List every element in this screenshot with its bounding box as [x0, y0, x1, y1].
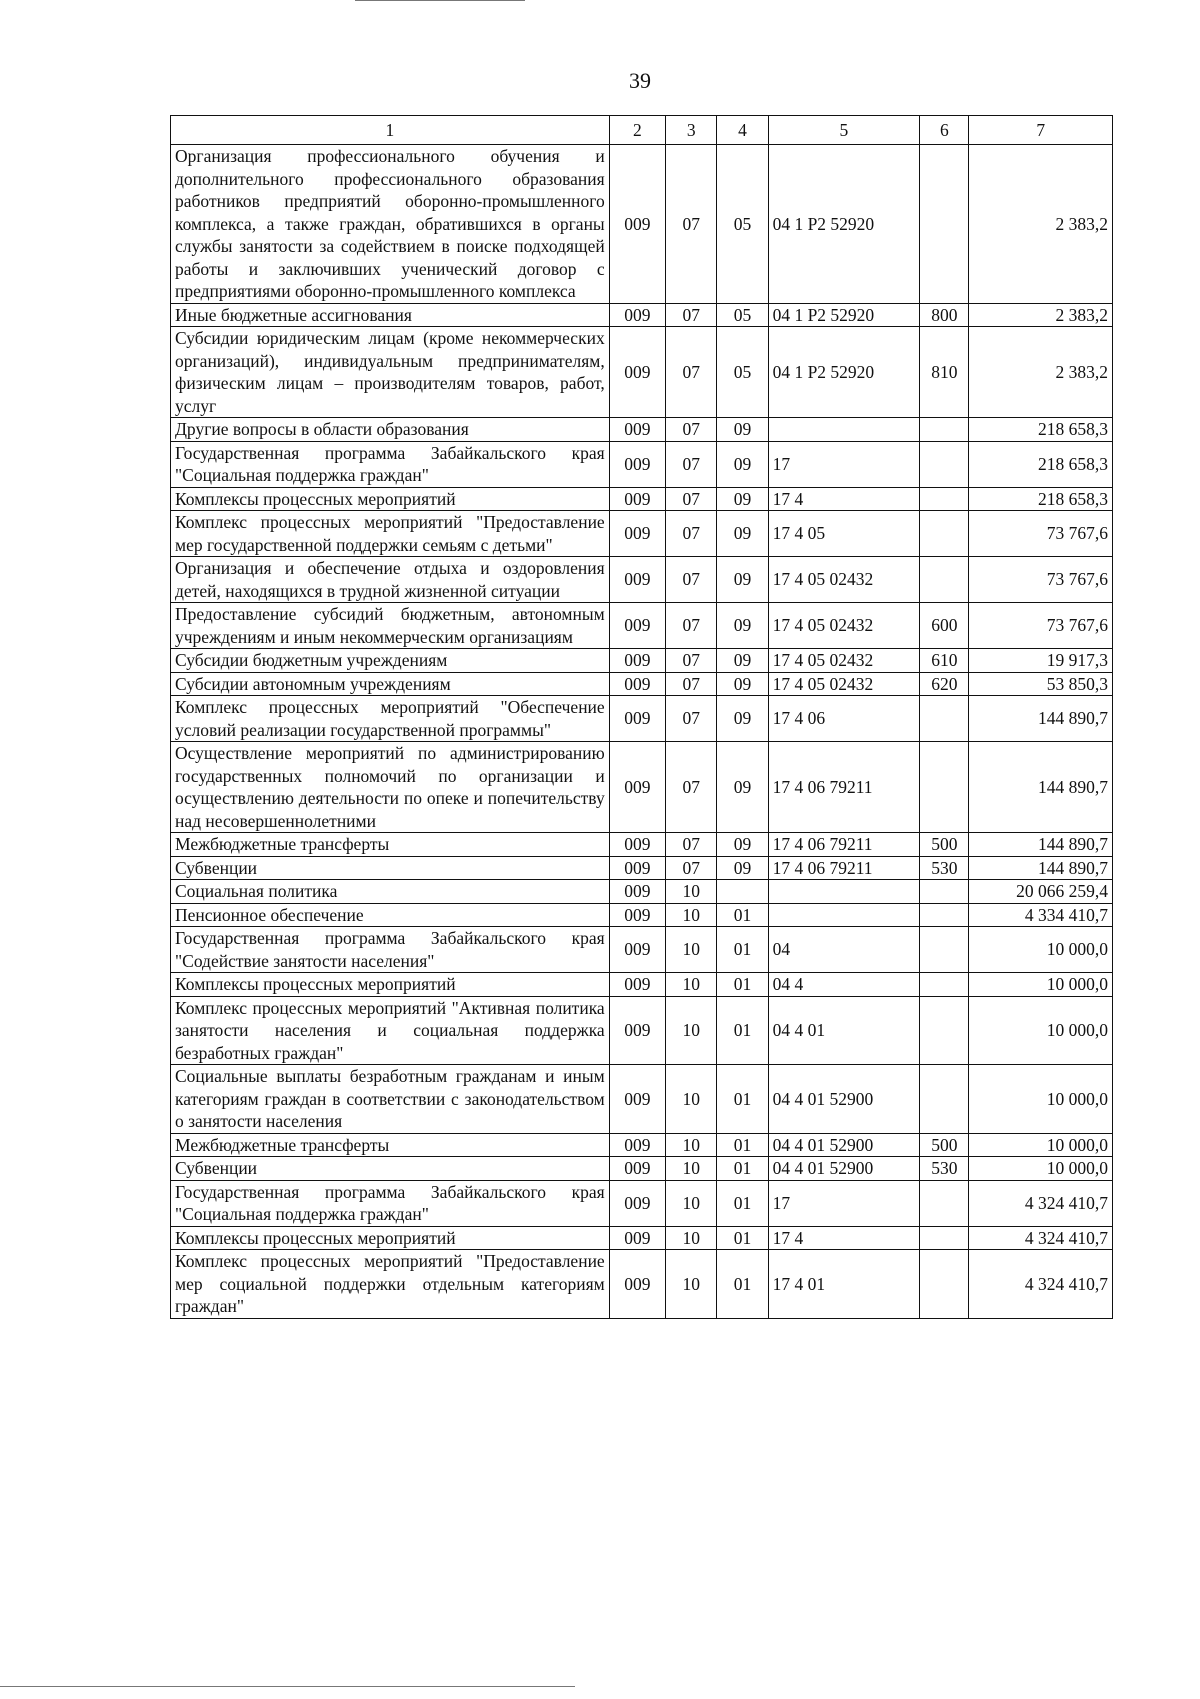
expense-type-code-cell: 810 [920, 327, 969, 418]
table-row [171, 1157, 1113, 1181]
target-article-code-cell: 17 4 06 [768, 696, 920, 742]
target-article-code-cell: 17 [768, 441, 920, 487]
row-name-cell: Государственная программа Забайкальского края "Социальная поддержка граждан" [171, 1180, 610, 1226]
table-row [171, 973, 1113, 997]
target-article-code-cell: 17 4 05 02432 [768, 672, 920, 696]
section-code-cell: 07 [666, 742, 717, 833]
amount-cell: 53 850,3 [969, 672, 1113, 696]
table-row [171, 649, 1113, 673]
row-name-cell: Комплекс процессных мероприятий "Предоставление мер государственной поддержки семьям с детьми" [171, 511, 610, 557]
subsection-code-cell: 09 [717, 856, 768, 880]
target-article-code-cell: 17 4 05 02432 [768, 603, 920, 649]
admin-code-cell: 009 [609, 672, 665, 696]
amount-cell: 73 767,6 [969, 557, 1113, 603]
table-row [171, 1226, 1113, 1250]
target-article-code-cell: 17 4 01 [768, 1250, 920, 1319]
target-article-code-cell: 04 4 01 52900 [768, 1065, 920, 1134]
table-row [171, 603, 1113, 649]
subsection-code-cell: 01 [717, 973, 768, 997]
admin-code-cell: 009 [609, 1157, 665, 1181]
subsection-code-cell: 09 [717, 487, 768, 511]
expense-type-code-cell [920, 441, 969, 487]
amount-cell: 218 658,3 [969, 441, 1113, 487]
row-name-cell: Организация и обеспечение отдыха и оздоровления детей, находящихся в трудной жизненной ситуации [171, 557, 610, 603]
target-article-code-cell [768, 880, 920, 904]
amount-cell: 4 324 410,7 [969, 1226, 1113, 1250]
section-code-cell: 10 [666, 1157, 717, 1181]
admin-code-cell: 009 [609, 880, 665, 904]
header-col-6: 6 [920, 116, 969, 145]
amount-cell: 10 000,0 [969, 1157, 1113, 1181]
table-row [171, 1133, 1113, 1157]
amount-cell: 144 890,7 [969, 742, 1113, 833]
admin-code-cell: 009 [609, 927, 665, 973]
expense-type-code-cell [920, 1250, 969, 1319]
subsection-code-cell: 01 [717, 927, 768, 973]
bottom-rule [0, 1686, 575, 1687]
admin-code-cell: 009 [609, 557, 665, 603]
amount-cell: 4 324 410,7 [969, 1250, 1113, 1319]
section-code-cell: 10 [666, 1133, 717, 1157]
admin-code-cell: 009 [609, 696, 665, 742]
row-name-cell: Другие вопросы в области образования [171, 418, 610, 442]
section-code-cell: 10 [666, 1065, 717, 1134]
header-col-7: 7 [969, 116, 1113, 145]
target-article-code-cell [768, 903, 920, 927]
admin-code-cell: 009 [609, 418, 665, 442]
expense-type-code-cell: 530 [920, 1157, 969, 1181]
amount-cell: 144 890,7 [969, 856, 1113, 880]
target-article-code-cell: 04 4 [768, 973, 920, 997]
target-article-code-cell: 04 4 01 52900 [768, 1157, 920, 1181]
section-code-cell: 10 [666, 903, 717, 927]
subsection-code-cell: 09 [717, 833, 768, 857]
expense-type-code-cell [920, 487, 969, 511]
table-row [171, 1065, 1113, 1134]
expense-type-code-cell [920, 511, 969, 557]
subsection-code-cell [717, 880, 768, 904]
header-col-5: 5 [768, 116, 920, 145]
subsection-code-cell: 01 [717, 1065, 768, 1134]
row-name-cell: Субвенции [171, 856, 610, 880]
amount-cell: 2 383,2 [969, 327, 1113, 418]
section-code-cell: 07 [666, 856, 717, 880]
row-name-cell: Субсидии бюджетным учреждениям [171, 649, 610, 673]
target-article-code-cell: 17 4 06 79211 [768, 742, 920, 833]
row-name-cell: Субвенции [171, 1157, 610, 1181]
admin-code-cell: 009 [609, 856, 665, 880]
row-name-cell: Межбюджетные трансферты [171, 833, 610, 857]
amount-cell: 2 383,2 [969, 303, 1113, 327]
table-row [171, 856, 1113, 880]
table-row [171, 880, 1113, 904]
admin-code-cell: 009 [609, 327, 665, 418]
amount-cell: 73 767,6 [969, 603, 1113, 649]
subsection-code-cell: 09 [717, 672, 768, 696]
target-article-code-cell: 04 1 P2 52920 [768, 145, 920, 304]
table-row [171, 487, 1113, 511]
row-name-cell: Комплекс процессных мероприятий "Предоставление мер социальной поддержки отдельным категориям граждан" [171, 1250, 610, 1319]
amount-cell: 4 334 410,7 [969, 903, 1113, 927]
section-code-cell: 10 [666, 1226, 717, 1250]
subsection-code-cell: 09 [717, 418, 768, 442]
expense-type-code-cell: 500 [920, 833, 969, 857]
table-row [171, 833, 1113, 857]
expense-type-code-cell [920, 996, 969, 1065]
row-name-cell: Комплекс процессных мероприятий "Обеспечение условий реализации государственной программы" [171, 696, 610, 742]
table-body [171, 145, 1113, 1319]
expense-type-code-cell [920, 1180, 969, 1226]
amount-cell: 218 658,3 [969, 418, 1113, 442]
target-article-code-cell: 17 4 06 79211 [768, 856, 920, 880]
subsection-code-cell: 05 [717, 145, 768, 304]
section-code-cell: 10 [666, 1180, 717, 1226]
amount-cell: 4 324 410,7 [969, 1180, 1113, 1226]
target-article-code-cell: 17 4 05 02432 [768, 557, 920, 603]
admin-code-cell: 009 [609, 903, 665, 927]
subsection-code-cell: 01 [717, 996, 768, 1065]
section-code-cell: 07 [666, 303, 717, 327]
expense-type-code-cell [920, 1226, 969, 1250]
section-code-cell: 07 [666, 418, 717, 442]
expense-type-code-cell: 620 [920, 672, 969, 696]
table-row [171, 1250, 1113, 1319]
target-article-code-cell: 17 4 [768, 1226, 920, 1250]
section-code-cell: 07 [666, 511, 717, 557]
admin-code-cell: 009 [609, 511, 665, 557]
admin-code-cell: 009 [609, 1133, 665, 1157]
subsection-code-cell: 09 [717, 557, 768, 603]
amount-cell: 20 066 259,4 [969, 880, 1113, 904]
top-rule [355, 0, 525, 1]
expense-type-code-cell: 530 [920, 856, 969, 880]
table-row [171, 742, 1113, 833]
section-code-cell: 10 [666, 880, 717, 904]
row-name-cell: Социальные выплаты безработным гражданам и иным категориям граждан в соответствии с законодательством о занятости населения [171, 1065, 610, 1134]
target-article-code-cell: 17 [768, 1180, 920, 1226]
expense-type-code-cell [920, 557, 969, 603]
admin-code-cell: 009 [609, 742, 665, 833]
amount-cell: 10 000,0 [969, 973, 1113, 997]
admin-code-cell: 009 [609, 441, 665, 487]
row-name-cell: Иные бюджетные ассигнования [171, 303, 610, 327]
admin-code-cell: 009 [609, 1180, 665, 1226]
section-code-cell: 10 [666, 927, 717, 973]
row-name-cell: Комплексы процессных мероприятий [171, 1226, 610, 1250]
table-row [171, 441, 1113, 487]
page-number: 39 [629, 68, 651, 93]
section-code-cell: 10 [666, 996, 717, 1065]
row-name-cell: Осуществление мероприятий по администрированию государственных полномочий по организации и осуществлению деятельности по опеке и попечительству над несовершеннолетними [171, 742, 610, 833]
budget-table [170, 115, 1113, 1319]
table-row [171, 696, 1113, 742]
amount-cell: 144 890,7 [969, 696, 1113, 742]
expense-type-code-cell [920, 927, 969, 973]
expense-type-code-cell [920, 696, 969, 742]
target-article-code-cell: 04 [768, 927, 920, 973]
target-article-code-cell: 17 4 05 02432 [768, 649, 920, 673]
target-article-code-cell: 04 1 P2 52920 [768, 303, 920, 327]
subsection-code-cell: 01 [717, 903, 768, 927]
admin-code-cell: 009 [609, 833, 665, 857]
admin-code-cell: 009 [609, 303, 665, 327]
expense-type-code-cell [920, 742, 969, 833]
subsection-code-cell: 09 [717, 603, 768, 649]
amount-cell: 10 000,0 [969, 1133, 1113, 1157]
amount-cell: 2 383,2 [969, 145, 1113, 304]
section-code-cell: 07 [666, 696, 717, 742]
row-name-cell: Комплексы процессных мероприятий [171, 973, 610, 997]
target-article-code-cell: 17 4 05 [768, 511, 920, 557]
admin-code-cell: 009 [609, 487, 665, 511]
expense-type-code-cell: 800 [920, 303, 969, 327]
table-row [171, 903, 1113, 927]
amount-cell: 144 890,7 [969, 833, 1113, 857]
section-code-cell: 07 [666, 833, 717, 857]
target-article-code-cell: 17 4 [768, 487, 920, 511]
table-row [171, 418, 1113, 442]
row-name-cell: Субсидии юридическим лицам (кроме некоммерческих организаций), индивидуальным предпринимателям, физическим лицам – производителям товаров, работ, услуг [171, 327, 610, 418]
admin-code-cell: 009 [609, 996, 665, 1065]
table-row [171, 1180, 1113, 1226]
expense-type-code-cell: 610 [920, 649, 969, 673]
section-code-cell: 07 [666, 649, 717, 673]
expense-type-code-cell: 500 [920, 1133, 969, 1157]
table-row [171, 511, 1113, 557]
header-row [171, 116, 1113, 145]
expense-type-code-cell: 600 [920, 603, 969, 649]
admin-code-cell: 009 [609, 603, 665, 649]
admin-code-cell: 009 [609, 145, 665, 304]
admin-code-cell: 009 [609, 649, 665, 673]
section-code-cell: 07 [666, 487, 717, 511]
row-name-cell: Субсидии автономным учреждениям [171, 672, 610, 696]
section-code-cell: 10 [666, 1250, 717, 1319]
amount-cell: 10 000,0 [969, 927, 1113, 973]
subsection-code-cell: 05 [717, 327, 768, 418]
target-article-code-cell [768, 418, 920, 442]
admin-code-cell: 009 [609, 973, 665, 997]
amount-cell: 10 000,0 [969, 996, 1113, 1065]
header-col-2: 2 [609, 116, 665, 145]
target-article-code-cell: 04 4 01 [768, 996, 920, 1065]
expense-type-code-cell [920, 973, 969, 997]
header-col-4: 4 [717, 116, 768, 145]
table-row [171, 672, 1113, 696]
admin-code-cell: 009 [609, 1065, 665, 1134]
admin-code-cell: 009 [609, 1250, 665, 1319]
row-name-cell: Государственная программа Забайкальского края "Содействие занятости населения" [171, 927, 610, 973]
header-col-1: 1 [171, 116, 610, 145]
row-name-cell: Предоставление субсидий бюджетным, автономным учреждениям и иным некоммерческим организациям [171, 603, 610, 649]
subsection-code-cell: 01 [717, 1250, 768, 1319]
row-name-cell: Межбюджетные трансферты [171, 1133, 610, 1157]
subsection-code-cell: 09 [717, 649, 768, 673]
subsection-code-cell: 01 [717, 1133, 768, 1157]
header-col-3: 3 [666, 116, 717, 145]
target-article-code-cell: 04 1 P2 52920 [768, 327, 920, 418]
row-name-cell: Государственная программа Забайкальского края "Социальная поддержка граждан" [171, 441, 610, 487]
amount-cell: 19 917,3 [969, 649, 1113, 673]
section-code-cell: 07 [666, 441, 717, 487]
amount-cell: 218 658,3 [969, 487, 1113, 511]
section-code-cell: 07 [666, 327, 717, 418]
section-code-cell: 07 [666, 672, 717, 696]
row-name-cell: Организация профессионального обучения и дополнительного профессионального образования работников предприятий оборонно-промышленного комплекса, а также граждан, обратившихся в органы службы занятости за содействием в поиске подходящей работы и заключивших ученический договор с предприятиями оборонно-промышленного комплекса [171, 145, 610, 304]
section-code-cell: 07 [666, 603, 717, 649]
expense-type-code-cell [920, 880, 969, 904]
section-code-cell: 10 [666, 973, 717, 997]
target-article-code-cell: 17 4 06 79211 [768, 833, 920, 857]
table-row [171, 145, 1113, 304]
subsection-code-cell: 01 [717, 1157, 768, 1181]
table-row [171, 303, 1113, 327]
row-name-cell: Комплексы процессных мероприятий [171, 487, 610, 511]
subsection-code-cell: 09 [717, 441, 768, 487]
admin-code-cell: 009 [609, 1226, 665, 1250]
table-row [171, 927, 1113, 973]
expense-type-code-cell [920, 145, 969, 304]
subsection-code-cell: 01 [717, 1180, 768, 1226]
section-code-cell: 07 [666, 557, 717, 603]
row-name-cell: Пенсионное обеспечение [171, 903, 610, 927]
table-row [171, 327, 1113, 418]
row-name-cell: Социальная политика [171, 880, 610, 904]
row-name-cell: Комплекс процессных мероприятий "Активная политика занятости населения и социальная поддержка безработных граждан" [171, 996, 610, 1065]
expense-type-code-cell [920, 1065, 969, 1134]
expense-type-code-cell [920, 418, 969, 442]
subsection-code-cell: 05 [717, 303, 768, 327]
amount-cell: 10 000,0 [969, 1065, 1113, 1134]
subsection-code-cell: 09 [717, 742, 768, 833]
subsection-code-cell: 09 [717, 511, 768, 557]
section-code-cell: 07 [666, 145, 717, 304]
subsection-code-cell: 01 [717, 1226, 768, 1250]
expense-type-code-cell [920, 903, 969, 927]
subsection-code-cell: 09 [717, 696, 768, 742]
amount-cell: 73 767,6 [969, 511, 1113, 557]
table-row [171, 996, 1113, 1065]
target-article-code-cell: 04 4 01 52900 [768, 1133, 920, 1157]
table-row [171, 557, 1113, 603]
